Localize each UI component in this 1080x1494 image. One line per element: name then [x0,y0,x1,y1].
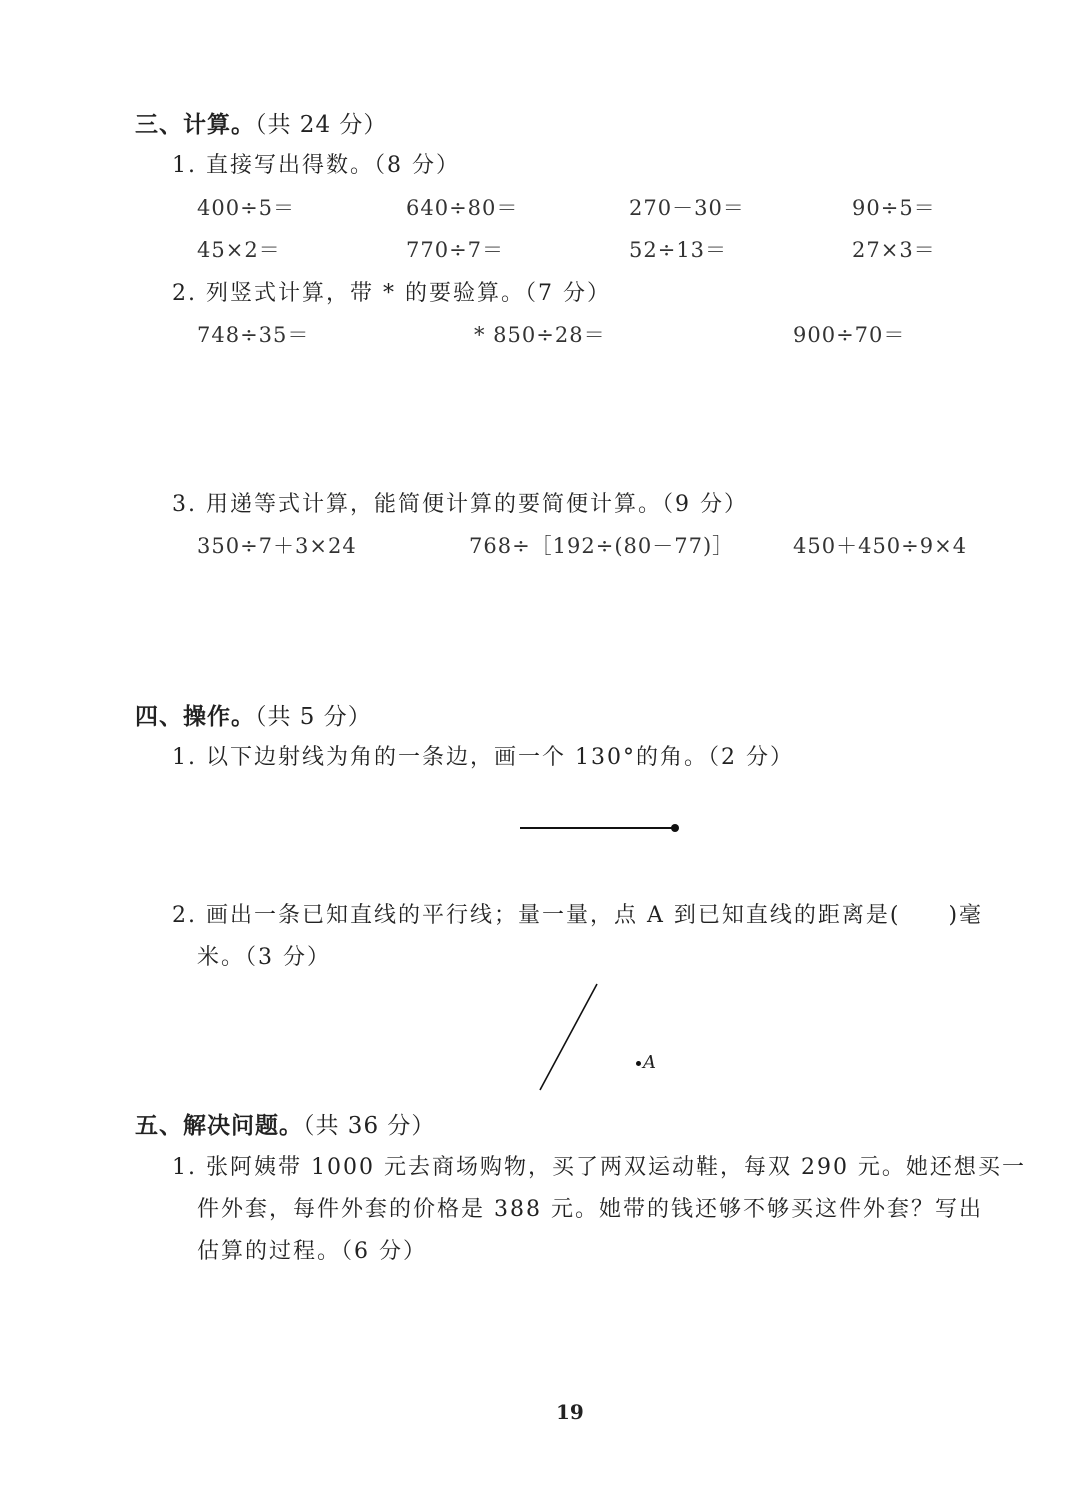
s4-q2-label-line1: 2. 画出一条已知直线的平行线；量一量，点 A 到已知直线的距离是( )毫 [172,903,984,928]
section-4-title: 四、操作。 [135,703,255,730]
given-line-figure [535,980,605,1095]
s3-q3-label: 3. 用递等式计算，能简便计算的要简便计算。（9 分） [172,492,748,517]
s3-q1-expr: 52÷13＝ [629,238,728,262]
point-a [636,1052,656,1073]
page-number: 19 [556,1400,584,1424]
s3-q3-expr: 450＋450÷9×4 [793,534,968,558]
section-5-title: 五、解决问题。 [135,1112,303,1139]
ray-endpoint [671,824,679,832]
s3-q3-expr: 768÷［192÷(80－77)］ [469,534,735,558]
section-3-points: （共 24 分） [255,112,388,138]
section-5-heading [135,1107,435,1140]
s3-q2-expr: 748÷35＝ [197,323,310,347]
s3-q1-expr: 640÷80＝ [406,196,519,220]
section-4-heading [135,698,372,731]
s3-q1-expr: 270－30＝ [629,196,745,220]
s4-q1-label: 1. 以下边射线为角的一条边，画一个 130°的角。（2 分） [172,745,794,770]
s3-q2-expr: * 850÷28＝ [474,323,606,347]
section-4-points: （共 5 分） [255,704,372,730]
s5-q1-line2: 件外套，每件外套的价格是 388 元。她带的钱还够不够买这件外套？写出 [197,1197,983,1222]
s5-q1-line3: 估算的过程。（6 分） [197,1239,427,1264]
s3-q2-label: 2. 列竖式计算，带 * 的要验算。（7 分） [172,281,611,306]
given-line [540,984,597,1090]
s3-q1-expr: 90÷5＝ [852,196,936,220]
s3-q2-expr: 900÷70＝ [793,323,906,347]
point-a-label: A [643,1052,656,1073]
section-3-heading [135,106,387,139]
ray-figure [515,818,685,838]
s3-q1-label: 1. 直接写出得数。（8 分） [172,153,460,178]
s3-q3-expr: 350÷7＋3×24 [197,534,357,558]
section-3-title: 三、计算。 [135,111,255,138]
s5-q1-line1: 1. 张阿姨带 1000 元去商场购物，买了两双运动鞋，每双 290 元。她还想买一 [172,1155,1026,1180]
s3-q1-expr: 27×3＝ [852,238,936,262]
s4-q2-label-line2: 米。（3 分） [197,945,331,970]
s3-q1-expr: 770÷7＝ [406,238,505,262]
section-5-points: （共 36 分） [303,1113,436,1139]
s3-q1-expr: 45×2＝ [197,238,281,262]
s3-q1-expr: 400÷5＝ [197,196,296,220]
point-a-dot [636,1061,641,1066]
